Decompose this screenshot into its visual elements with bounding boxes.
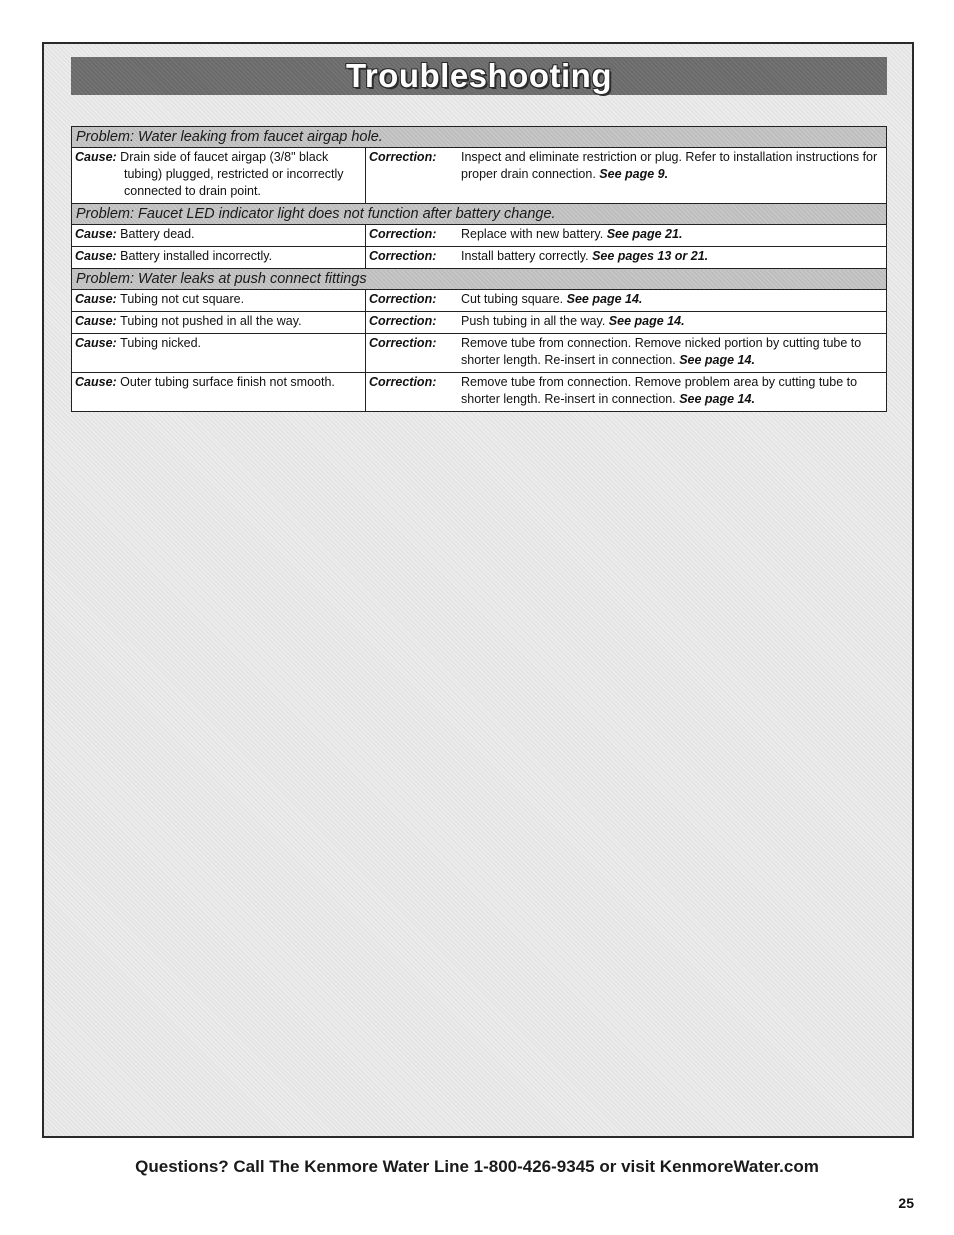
cause-text: Outer tubing surface finish not smooth. [120, 375, 335, 389]
correction-cell [366, 247, 887, 269]
cause-cell [72, 312, 366, 334]
correction-label: Correction: [369, 227, 437, 241]
cause-label: Cause: [75, 249, 117, 263]
page-reference: See page 14. [679, 353, 755, 367]
cause-cell [72, 373, 366, 412]
page-reference: See page 14. [679, 392, 755, 406]
table-row [72, 312, 887, 334]
page-title: Troubleshooting [346, 57, 612, 94]
correction-cell [366, 312, 887, 334]
cause-label: Cause: [75, 375, 117, 389]
cause-text: Tubing not pushed in all the way. [120, 314, 302, 328]
page-reference: See page 14. [608, 314, 685, 328]
correction-label: Correction: [369, 150, 437, 164]
cause-label: Cause: [75, 336, 117, 350]
correction-text: Remove tube from connection. Remove problem area by cutting tube to shorter length. Re-insert in connection. [461, 375, 858, 406]
correction-cell [366, 373, 887, 412]
cause-cell [72, 247, 366, 269]
cause-text: Tubing not cut square. [120, 292, 245, 306]
problem-heading: Problem: Water leaking from faucet airgap hole. [72, 127, 887, 148]
page-reference: See pages 13 or 21. [592, 249, 709, 263]
problem-row [72, 127, 887, 148]
page-reference: See page 21. [606, 227, 683, 241]
correction-cell [366, 290, 887, 312]
table-row [72, 148, 887, 204]
correction-text: Inspect and eliminate restriction or plug. Refer to installation instructions for proper drain connection. [461, 150, 878, 181]
page-reference: See page 14. [566, 292, 643, 306]
correction-text: Cut tubing square. [461, 292, 564, 306]
page-number: 25 [898, 1195, 914, 1211]
cause-cell [72, 148, 366, 204]
correction-text: Replace with new battery. [461, 227, 604, 241]
correction-label: Correction: [369, 336, 437, 350]
page-frame [42, 42, 914, 1138]
correction-label: Correction: [369, 292, 437, 306]
page-reference: See page 9. [599, 167, 669, 181]
table-row [72, 225, 887, 247]
cause-text: Tubing nicked. [120, 336, 202, 350]
cause-text: Drain side of faucet airgap (3/8" black tubing) plugged, restricted or incorrectly connected to drain point. [120, 150, 344, 198]
cause-label: Cause: [75, 150, 117, 164]
table-row [72, 247, 887, 269]
problem-heading: Problem: Faucet LED indicator light does not function after battery change. [72, 204, 887, 225]
problem-heading: Problem: Water leaks at push connect fittings [72, 269, 887, 290]
footer-contact: Questions? Call The Kenmore Water Line 1-800-426-9345 or visit KenmoreWater.com [135, 1157, 819, 1176]
cause-text: Battery installed incorrectly. [120, 249, 273, 263]
cause-label: Cause: [75, 292, 117, 306]
correction-label: Correction: [369, 314, 437, 328]
troubleshooting-table [71, 126, 887, 412]
correction-text: Install battery correctly. [461, 249, 589, 263]
correction-label: Correction: [369, 249, 437, 263]
table-row [72, 334, 887, 373]
correction-cell [366, 334, 887, 373]
correction-cell [366, 225, 887, 247]
cause-cell [72, 334, 366, 373]
correction-text: Push tubing in all the way. [461, 314, 606, 328]
problem-row [72, 204, 887, 225]
cause-cell [72, 225, 366, 247]
title-banner [71, 57, 887, 95]
cause-text: Battery dead. [120, 227, 195, 241]
table-row [72, 373, 887, 412]
cause-label: Cause: [75, 314, 117, 328]
correction-cell [366, 148, 887, 204]
correction-text: Remove tube from connection. Remove nicked portion by cutting tube to shorter length. Re-insert in connection. [461, 336, 862, 367]
cause-cell [72, 290, 366, 312]
correction-label: Correction: [369, 375, 437, 389]
table-row [72, 290, 887, 312]
problem-row [72, 269, 887, 290]
cause-label: Cause: [75, 227, 117, 241]
